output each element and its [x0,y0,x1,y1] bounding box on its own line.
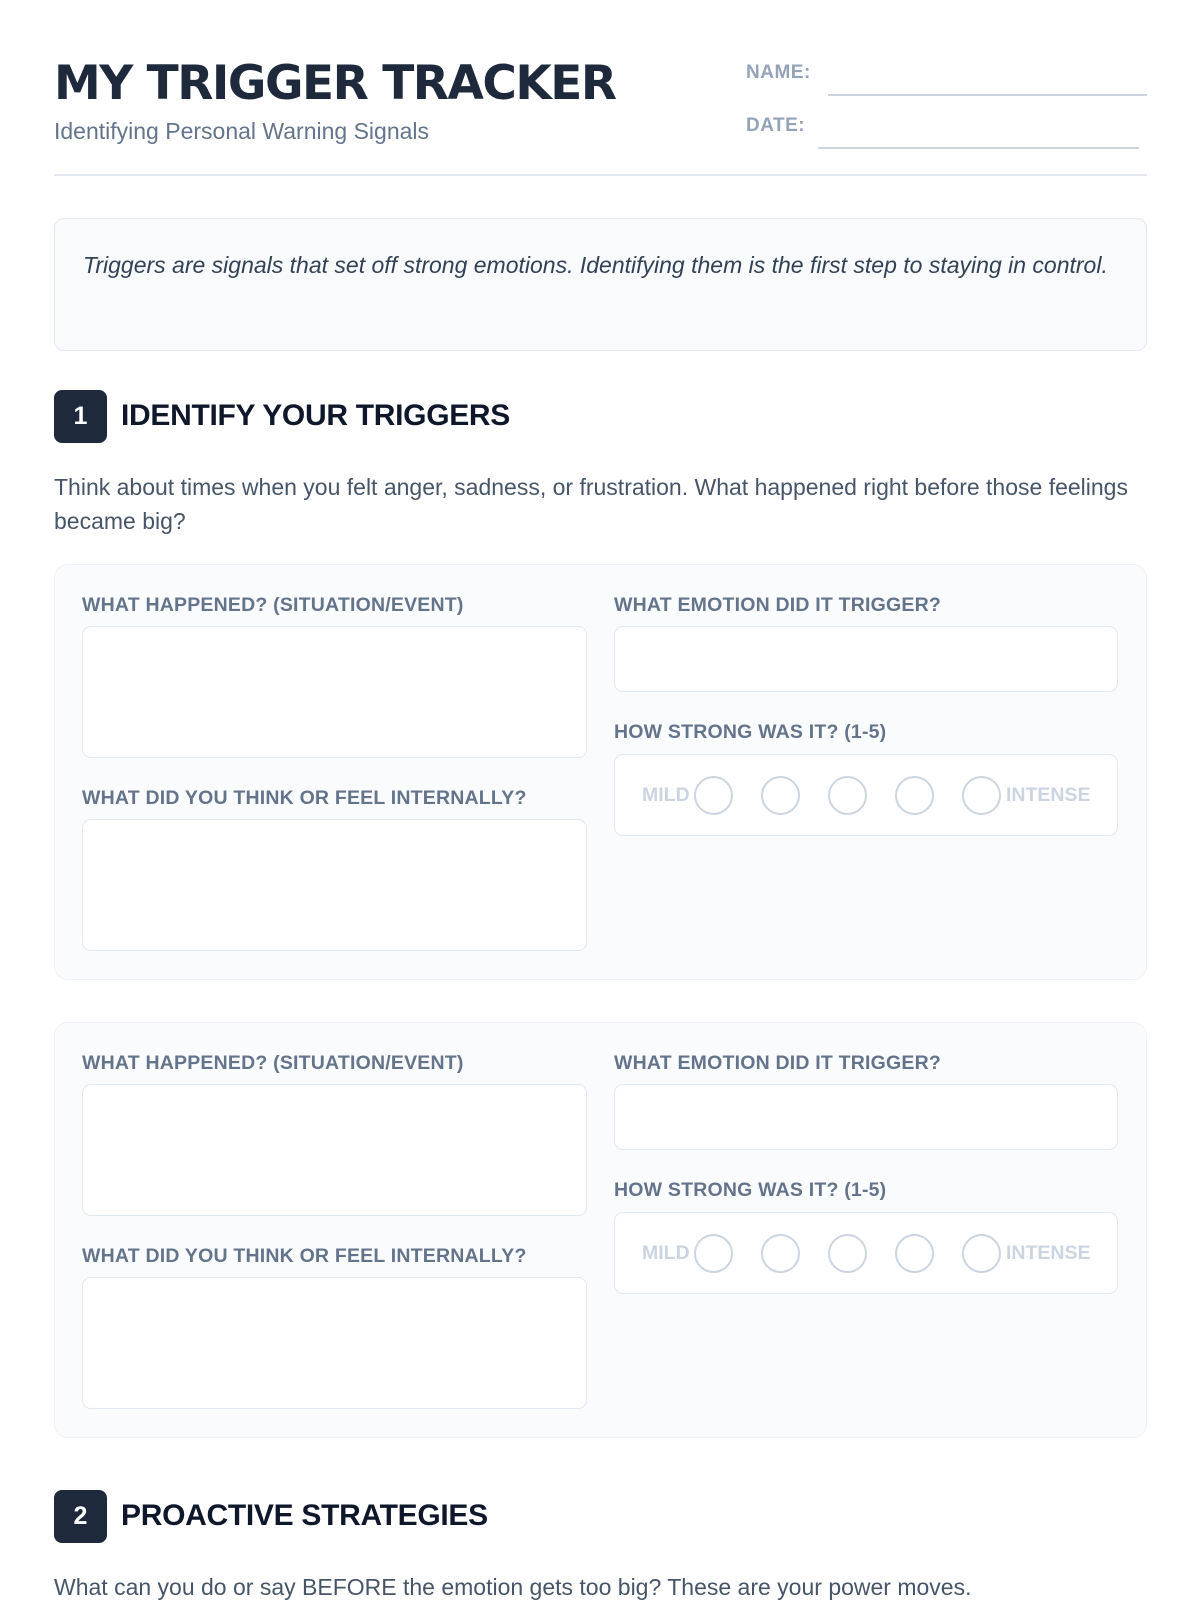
situation-label: WHAT HAPPENED? (SITUATION/EVENT) [82,594,464,616]
emotion-label: WHAT EMOTION DID IT TRIGGER? [614,594,941,616]
emotion-input[interactable] [614,1084,1118,1150]
situation-input[interactable] [82,1084,587,1216]
section-1-heading [54,390,1147,444]
trigger-entry-card [54,1022,1147,1438]
strength-radio-5[interactable] [962,1234,1001,1273]
internal-input[interactable] [82,1277,587,1409]
scale-low-label: MILD [642,1242,690,1264]
internal-label: WHAT DID YOU THINK OR FEEL INTERNALLY? [82,1245,527,1267]
emotion-input[interactable] [614,626,1118,692]
strength-radio-3[interactable] [828,1234,867,1273]
section-1-badge: 1 [54,390,107,443]
worksheet-page [54,0,1147,1600]
name-label: NAME: [746,62,811,83]
scale-high-label: INTENSE [1006,784,1091,806]
situation-label: WHAT HAPPENED? (SITUATION/EVENT) [82,1052,464,1074]
section-1-description: Think about times when you felt anger, sadness, or frustration. What happened right before those feelings became big? [54,474,1128,534]
internal-label: WHAT DID YOU THINK OR FEEL INTERNALLY? [82,787,527,809]
scale-low-label: MILD [642,784,690,806]
situation-input[interactable] [82,626,587,758]
strength-radio-3[interactable] [828,776,867,815]
strength-radio-5[interactable] [962,776,1001,815]
strength-radio-2[interactable] [761,1234,800,1273]
trigger-entry-card [54,564,1147,980]
strength-radio-2[interactable] [761,776,800,815]
date-label: DATE: [746,115,806,136]
page-subtitle: Identifying Personal Warning Signals [54,118,430,144]
strength-radio-1[interactable] [694,1234,733,1273]
scale-high-label: INTENSE [1006,1242,1091,1264]
intro-text: Triggers are signals that set off strong emotions. Identifying them is the first step to staying in control. [83,252,1108,278]
strength-radio-4[interactable] [895,1234,934,1273]
emotion-label: WHAT EMOTION DID IT TRIGGER? [614,1052,941,1074]
section-1-title: IDENTIFY YOUR TRIGGERS [121,399,511,432]
worksheet-header [54,0,1147,176]
name-field [746,60,1147,96]
strength-label: HOW STRONG WAS IT? (1-5) [614,1179,887,1201]
section-2-title: PROACTIVE STRATEGIES [121,1499,488,1532]
strength-scale [614,1212,1118,1294]
date-field [746,113,1147,149]
section-2-description: What can you do or say BEFORE the emotion gets too big? These are your power moves. [54,1574,972,1600]
name-input-line[interactable] [828,94,1147,96]
page-title: MY TRIGGER TRACKER [54,56,616,111]
strength-radio-1[interactable] [694,776,733,815]
intro-callout [54,218,1147,351]
section-2-heading [54,1490,1147,1544]
strength-label: HOW STRONG WAS IT? (1-5) [614,721,887,743]
date-input-line[interactable] [818,147,1139,149]
strength-radio-4[interactable] [895,776,934,815]
section-2-badge: 2 [54,1490,107,1543]
internal-input[interactable] [82,819,587,951]
strength-scale [614,754,1118,836]
